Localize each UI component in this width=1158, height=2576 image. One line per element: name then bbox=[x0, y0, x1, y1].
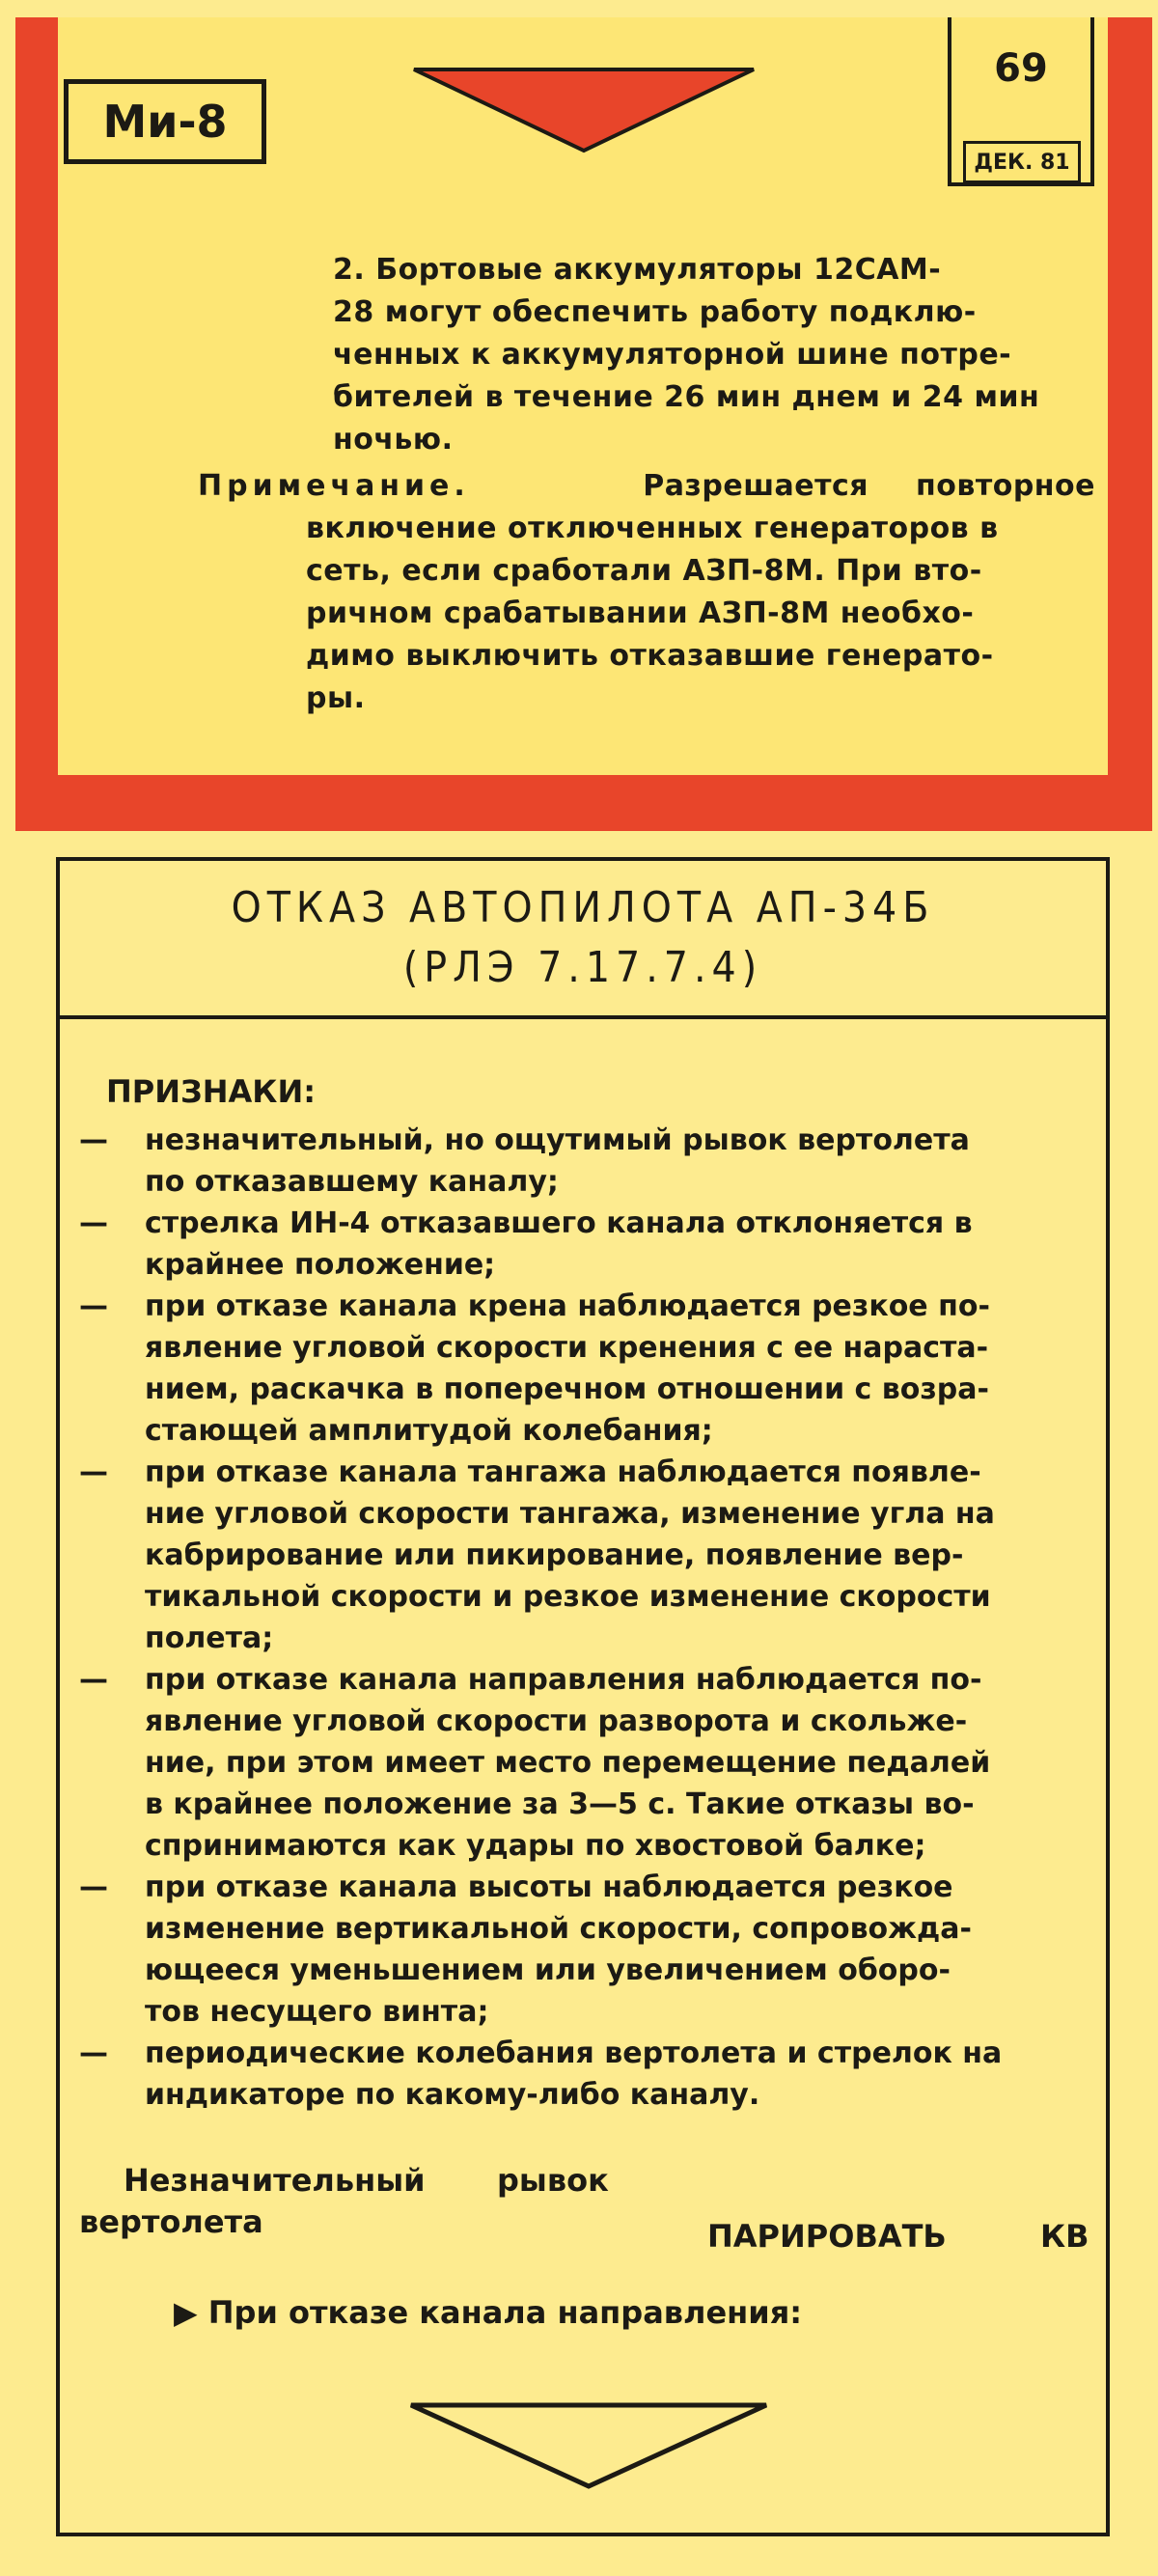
signs-heading: ПРИЗНАКИ: bbox=[106, 1073, 317, 1110]
text-line: явление угловой скорости кренения с ее нараста- bbox=[145, 1331, 989, 1365]
text-line: ры. bbox=[306, 681, 366, 715]
direction-item: ▶ При отказе канала направления: bbox=[174, 2294, 803, 2331]
list-item bbox=[79, 1203, 1092, 1286]
list-item bbox=[79, 1286, 1092, 1452]
dash-marker: — bbox=[79, 1663, 108, 1697]
text-line: бителей в течение 26 мин днем и 24 мин bbox=[333, 380, 1040, 414]
text-line: ченных к аккумуляторной шине потре- bbox=[333, 338, 1012, 372]
dash-marker: — bbox=[79, 1455, 108, 1489]
text-line: крайнее положение; bbox=[145, 1248, 496, 1282]
list-item bbox=[79, 1452, 1092, 1659]
text-line: в крайнее положение за 3—5 с. Такие отказы во- bbox=[145, 1787, 975, 1821]
list-item bbox=[79, 2033, 1092, 2116]
dash-marker: — bbox=[79, 1123, 108, 1157]
text-line: тикальной скорости и резкое изменение скорости bbox=[145, 1580, 991, 1614]
text-line: периодические колебания вертолета и стрелок на bbox=[145, 2036, 1003, 2070]
down-arrow-icon bbox=[410, 66, 758, 154]
dash-marker: — bbox=[79, 2036, 108, 2070]
signs-list bbox=[79, 1120, 1092, 2116]
text-line: ричном срабатывании АЗП-8М необхо- bbox=[306, 596, 975, 630]
text-line: незначительный, но ощутимый рывок вертолета bbox=[145, 1123, 970, 1157]
note-first-line: Разрешается повторное bbox=[643, 469, 1095, 503]
text-line: при отказе канала крена наблюдается резкое по- bbox=[145, 1289, 990, 1323]
list-item bbox=[79, 1120, 1092, 1203]
text-line: при отказе канала высоты наблюдается резкое bbox=[145, 1870, 953, 1904]
text-line: 28 могут обеспечить работу подклю- bbox=[333, 295, 977, 329]
text-line: включение отключенных генераторов в bbox=[306, 512, 999, 545]
model-label: Ми-8 bbox=[64, 79, 266, 164]
text-line: 2. Бортовые аккумуляторы 12САМ- bbox=[333, 253, 942, 287]
section-title: ОТКАЗ АВТОПИЛОТА АП-34Б bbox=[231, 883, 935, 932]
list-item bbox=[79, 1659, 1092, 1867]
action-condition-word: вертолета bbox=[79, 2203, 263, 2240]
page-number-box bbox=[948, 17, 1094, 186]
page-number: 69 bbox=[994, 46, 1048, 91]
section-title-box bbox=[56, 857, 1110, 1019]
text-line: ночью. bbox=[333, 423, 454, 457]
text-line: полета; bbox=[145, 1621, 274, 1655]
item-2-paragraph bbox=[333, 249, 1095, 461]
note-label: Примечание. bbox=[198, 469, 470, 503]
text-line: кабрирование или пикирование, появление вер- bbox=[145, 1538, 964, 1572]
dash-marker: — bbox=[79, 1289, 108, 1323]
text-line: сеть, если сработали АЗП-8М. При вто- bbox=[306, 554, 982, 588]
text-line: ние, при этом имеет место перемещение педалей bbox=[145, 1746, 991, 1780]
text-line: изменение вертикальной скорости, сопровожда- bbox=[145, 1912, 972, 1946]
down-arrow-outline-icon bbox=[405, 2399, 772, 2492]
text-line: явление угловой скорости разворота и скольже- bbox=[145, 1704, 968, 1738]
action-object: КВ bbox=[1040, 2218, 1089, 2255]
text-line: стающей амплитудой колебания; bbox=[145, 1414, 713, 1448]
text-line: при отказе канала направления наблюдается по- bbox=[145, 1663, 982, 1697]
text-line: ющееся уменьшением или увеличением оборо- bbox=[145, 1953, 951, 1987]
text-line: по отказавшему каналу; bbox=[145, 1165, 559, 1199]
dash-marker: — bbox=[79, 1870, 108, 1904]
text-line: димо выключить отказавшие генерато- bbox=[306, 639, 994, 673]
text-line: тов несущего винта; bbox=[145, 1995, 489, 2029]
section-subtitle: (РЛЭ 7.17.7.4) bbox=[402, 943, 763, 992]
text-line: при отказе канала тангажа наблюдается появле- bbox=[145, 1455, 981, 1489]
text-line: ние угловой скорости тангажа, изменение угла на bbox=[145, 1497, 995, 1531]
action-condition-word: рывок bbox=[497, 2162, 609, 2199]
page-date: ДЕК. 81 bbox=[963, 141, 1081, 183]
text-line: спринимаются как удары по хвостовой балке; bbox=[145, 1829, 926, 1863]
text-line: нием, раскачка в поперечном отношении с возра- bbox=[145, 1372, 989, 1406]
action-condition-word: Незначительный bbox=[124, 2162, 426, 2199]
list-item bbox=[79, 1867, 1092, 2033]
note-paragraph bbox=[198, 465, 1095, 720]
dash-marker: — bbox=[79, 1206, 108, 1240]
text-line: стрелка ИН-4 отказавшего канала отклоняется в bbox=[145, 1206, 973, 1240]
action-verb: ПАРИРОВАТЬ bbox=[707, 2218, 947, 2255]
text-line: индикаторе по какому-либо каналу. bbox=[145, 2078, 760, 2112]
